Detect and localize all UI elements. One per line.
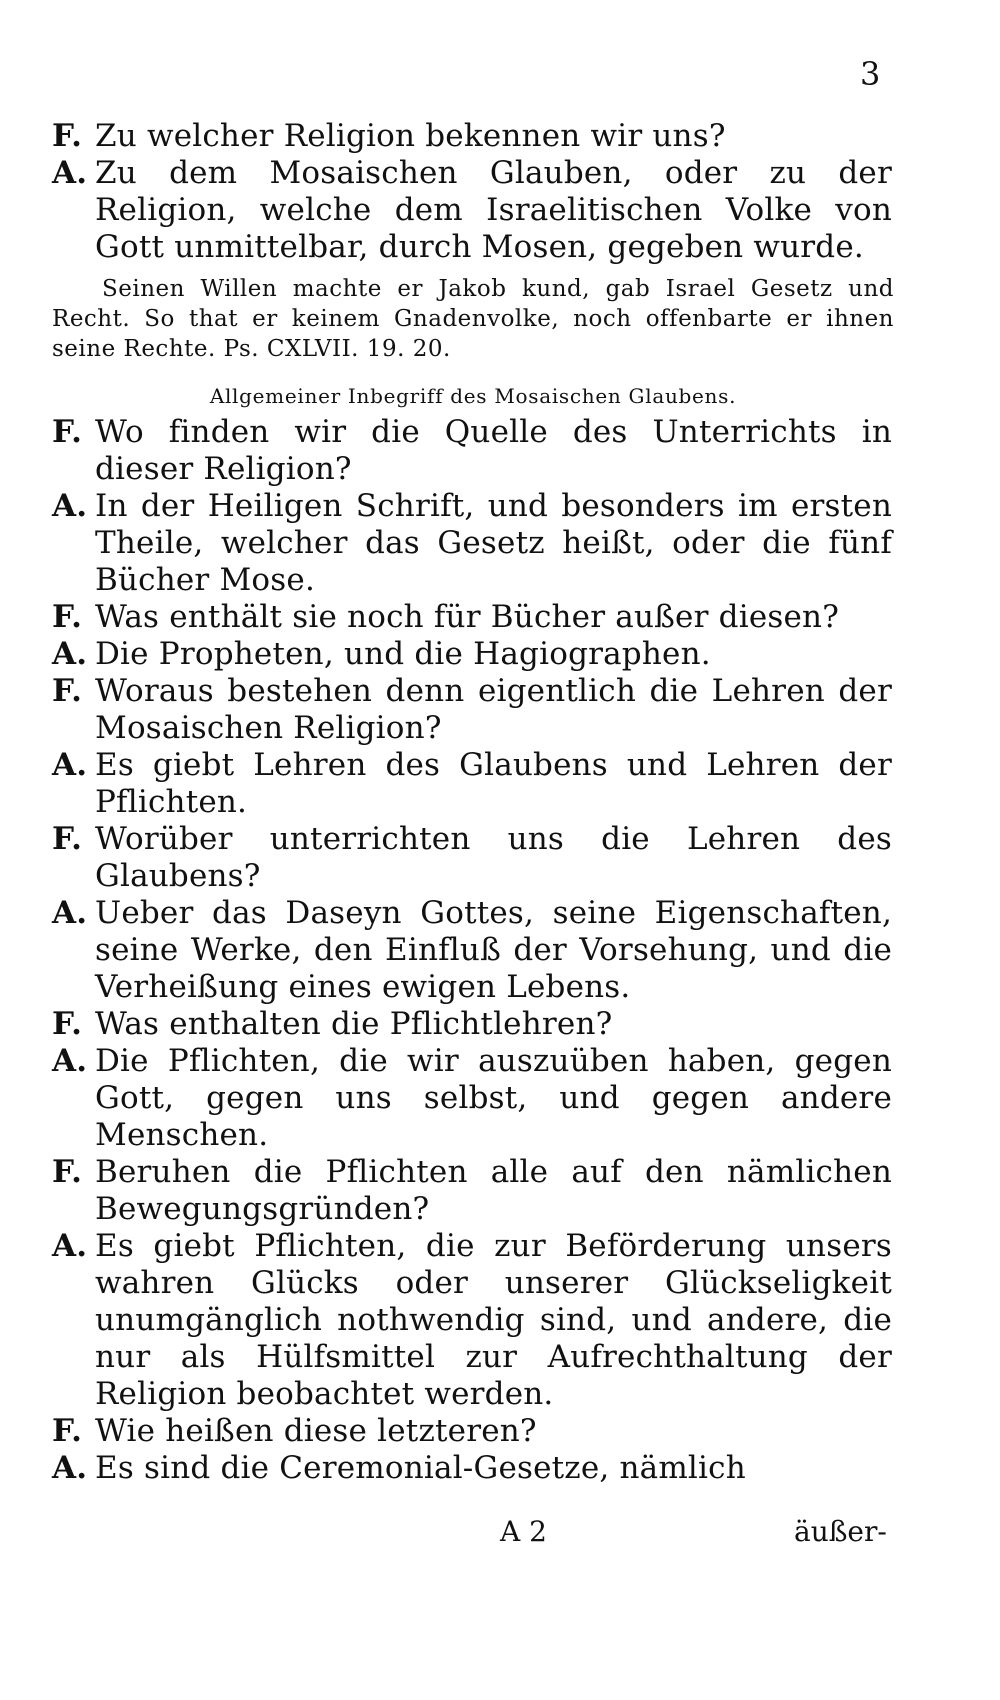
answer-entry	[52, 155, 894, 266]
question-label: F.	[52, 414, 83, 450]
answer-text: Ueber das Daseyn Gottes, seine Eigenschaften, seine Werke, den Einfluß der Vorsehung, und die Verheißung eines ewigen Lebens.	[95, 895, 892, 1005]
answer-entry	[52, 636, 894, 673]
section-title: Allgemeiner Inbegriff des Mosaischen Glaubens.	[209, 384, 737, 408]
answer-entry	[52, 488, 894, 599]
question-entry	[52, 599, 894, 636]
answer-text: Es giebt Lehren des Glaubens und Lehren der Pflichten.	[95, 747, 892, 820]
question-label: F.	[52, 821, 83, 857]
answer-label: A.	[52, 1043, 88, 1079]
answer-label: A.	[52, 1228, 88, 1264]
question-text: Wo finden wir die Quelle des Unterrichts in dieser Religion?	[95, 414, 892, 487]
question-text: Zu welcher Religion bekennen wir uns?	[95, 118, 726, 154]
question-label: F.	[52, 1006, 83, 1042]
answer-text: Zu dem Mosaischen Glauben, oder zu der Religion, welche dem Israelitischen Volke von Gott unmittelbar, durch Mosen, gegeben wurde.	[95, 155, 892, 265]
question-label: F.	[52, 1413, 83, 1449]
question-text: Wie heißen diese letzteren?	[95, 1413, 537, 1449]
catchword: äußer-	[794, 1515, 887, 1548]
page-number: 3	[860, 55, 881, 93]
answer-text: In der Heiligen Schrift, und besonders im ersten Theile, welcher das Gesetz heißt, oder die fünf Bücher Mose.	[95, 488, 892, 598]
question-label: F.	[52, 118, 83, 154]
answer-text: Die Propheten, und die Hagiographen.	[95, 636, 711, 672]
answer-label: A.	[52, 488, 88, 524]
scripture-quote: Seinen Willen machte er Jakob kund, gab Israel Gesetz und Recht. So that er keinem Gnadenvolke, noch offenbarte er ihnen seine Rechte. Ps. CXLVII. 19. 20.	[52, 276, 894, 362]
answer-entry	[52, 895, 894, 1006]
answer-label: A.	[52, 636, 88, 672]
answer-entry	[52, 747, 894, 821]
question-text: Worüber unterrichten uns die Lehren des Glaubens?	[95, 821, 892, 894]
answer-text: Die Pflichten, die wir auszuüben haben, gegen Gott, gegen uns selbst, und gegen andere Menschen.	[95, 1043, 892, 1153]
catechism-text	[52, 118, 894, 1487]
question-entry	[52, 821, 894, 895]
question-entry	[52, 1413, 894, 1450]
answer-entry	[52, 1228, 894, 1413]
question-entry	[52, 1006, 894, 1043]
answer-label: A.	[52, 155, 88, 191]
answer-text: Es sind die Ceremonial-Gesetze, nämlich	[95, 1450, 746, 1486]
question-text: Beruhen die Pflichten alle auf den nämlichen Bewegungsgründen?	[95, 1154, 892, 1227]
answer-label: A.	[52, 747, 88, 783]
question-entry	[52, 118, 894, 155]
printer-signature: A 2	[500, 1515, 547, 1548]
answer-entry	[52, 1450, 894, 1487]
question-label: F.	[52, 673, 83, 709]
question-text: Was enthält sie noch für Bücher außer diesen?	[95, 599, 840, 635]
question-text: Was enthalten die Pflichtlehren?	[95, 1006, 613, 1042]
question-entry	[52, 673, 894, 747]
question-text: Woraus bestehen denn eigentlich die Lehren der Mosaischen Religion?	[95, 673, 892, 746]
question-label: F.	[52, 1154, 83, 1190]
question-entry	[52, 414, 894, 488]
answer-entry	[52, 1043, 894, 1154]
answer-text: Es giebt Pflichten, die zur Beförderung unsers wahren Glücks oder unserer Glückseligkeit unumgänglich nothwendig sind, und andere, die nur als Hülfsmittel zur Aufrechthaltung der Religion beobachtet werden.	[95, 1228, 892, 1412]
question-label: F.	[52, 599, 83, 635]
answer-label: A.	[52, 895, 88, 931]
question-entry	[52, 1154, 894, 1228]
answer-label: A.	[52, 1450, 88, 1486]
